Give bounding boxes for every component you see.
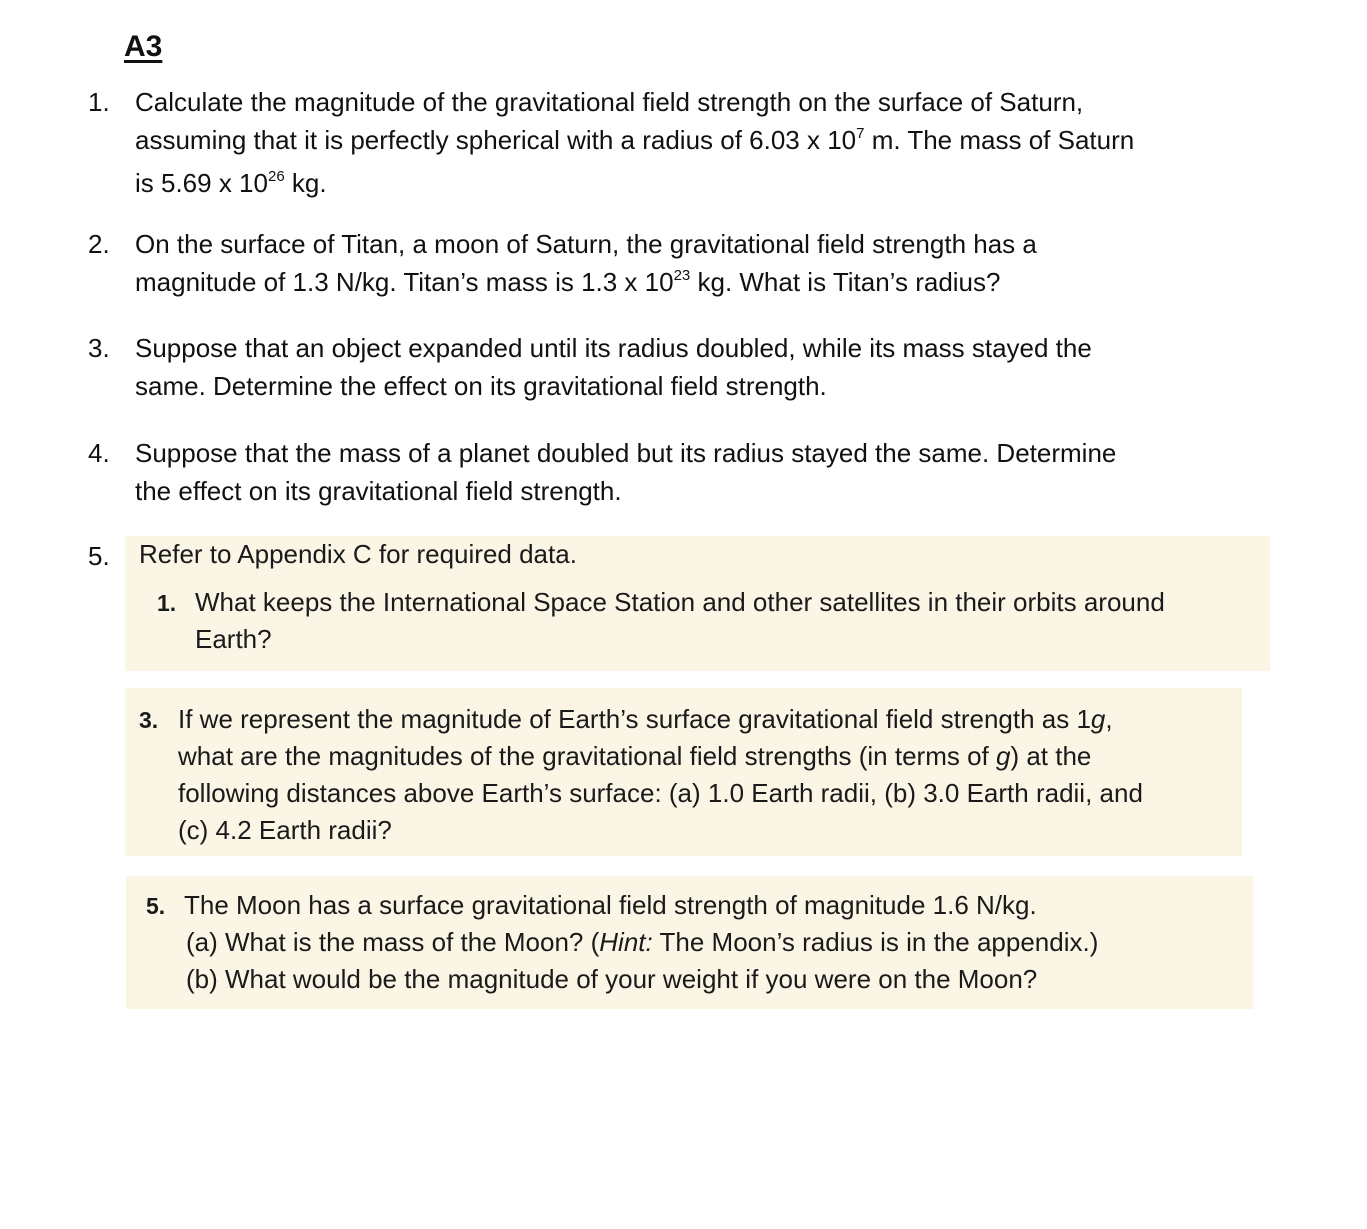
text-segment: what are the magnitudes of the gravitational field strengths (in terms of [178, 741, 996, 771]
question-5-number: 5. [88, 541, 110, 571]
sub-question-line: The Moon has a surface gravitational field strength of magnitude 1.6 N/kg. [184, 890, 1037, 920]
question-number: 4. [88, 438, 110, 468]
question-text [135, 329, 1285, 405]
sub-question-number: 3. [139, 707, 159, 733]
question-line: the effect on its gravitational field strength. [135, 476, 622, 506]
text-segment: ) at the [1010, 741, 1092, 771]
sub-question-number: 1. [157, 590, 177, 616]
question-line [135, 164, 1285, 207]
question-line: Suppose that the mass of a planet doubled but its radius stayed the same. Determine [135, 438, 1117, 468]
sub-question-line [178, 738, 1143, 775]
text-segment: magnitude of 1.3 N/kg. Titan’s mass is 1.3 x 10 [135, 267, 674, 297]
question-line [135, 121, 1285, 164]
text-segment: kg. [284, 168, 327, 198]
sub-question-text [195, 584, 1165, 658]
text-segment: If we represent the magnitude of Earth’s surface gravitational field strength as 1 [178, 704, 1091, 734]
question-line: Calculate the magnitude of the gravitational field strength on the surface of Saturn, [135, 87, 1084, 117]
excerpt-box-1 [125, 536, 1270, 671]
question-text [135, 83, 1285, 207]
question-line [135, 263, 1285, 306]
text-segment: kg. What is Titan’s radius? [690, 267, 1001, 297]
text-segment: is 5.69 x 10 [135, 168, 268, 198]
question-text [135, 225, 1285, 306]
sub-question-line: What keeps the International Space Station and other satellites in their orbits around [195, 587, 1165, 617]
exponent: 23 [673, 267, 691, 284]
sub-question-number: 5. [146, 893, 166, 919]
question-number: 1. [88, 87, 110, 117]
text-segment: (a) What is the mass of the Moon? ( [186, 927, 600, 957]
exponent: 26 [267, 168, 285, 185]
sub-question-line: (b) What would be the magnitude of your weight if you were on the Moon? [186, 964, 1038, 994]
question-line: On the surface of Titan, a moon of Saturn, the gravitational field strength has a [135, 229, 1037, 259]
question-text [135, 434, 1285, 510]
text-segment: The Moon’s radius is in the appendix.) [652, 927, 1099, 957]
exponent: 7 [856, 125, 865, 142]
text-segment: , [1105, 704, 1113, 734]
hint-label: Hint: [599, 927, 653, 957]
symbol-g: g [995, 741, 1011, 771]
page-heading: A3 [124, 30, 163, 63]
sub-question-line: Earth? [195, 624, 272, 654]
sub-question-line [184, 924, 1098, 961]
sub-question-line [178, 701, 1143, 738]
excerpt-intro: Refer to Appendix C for required data. [139, 539, 577, 569]
sub-question-text [178, 701, 1143, 849]
sub-question-line: (c) 4.2 Earth radii? [178, 815, 392, 845]
excerpt-box-2 [125, 688, 1242, 856]
question-number: 3. [88, 333, 110, 363]
question-number: 2. [88, 229, 110, 259]
text-segment: m. The mass of Saturn [864, 125, 1135, 155]
text-segment: assuming that it is perfectly spherical with a radius of 6.03 x 10 [135, 125, 857, 155]
sub-question-text [184, 887, 1098, 998]
symbol-g: g [1090, 704, 1106, 734]
sub-question-line: following distances above Earth’s surface: (a) 1.0 Earth radii, (b) 3.0 Earth radii, and [178, 778, 1143, 808]
question-line: same. Determine the effect on its gravitational field strength. [135, 371, 827, 401]
question-line: Suppose that an object expanded until its radius doubled, while its mass stayed the [135, 333, 1092, 363]
excerpt-box-3 [126, 876, 1253, 1009]
